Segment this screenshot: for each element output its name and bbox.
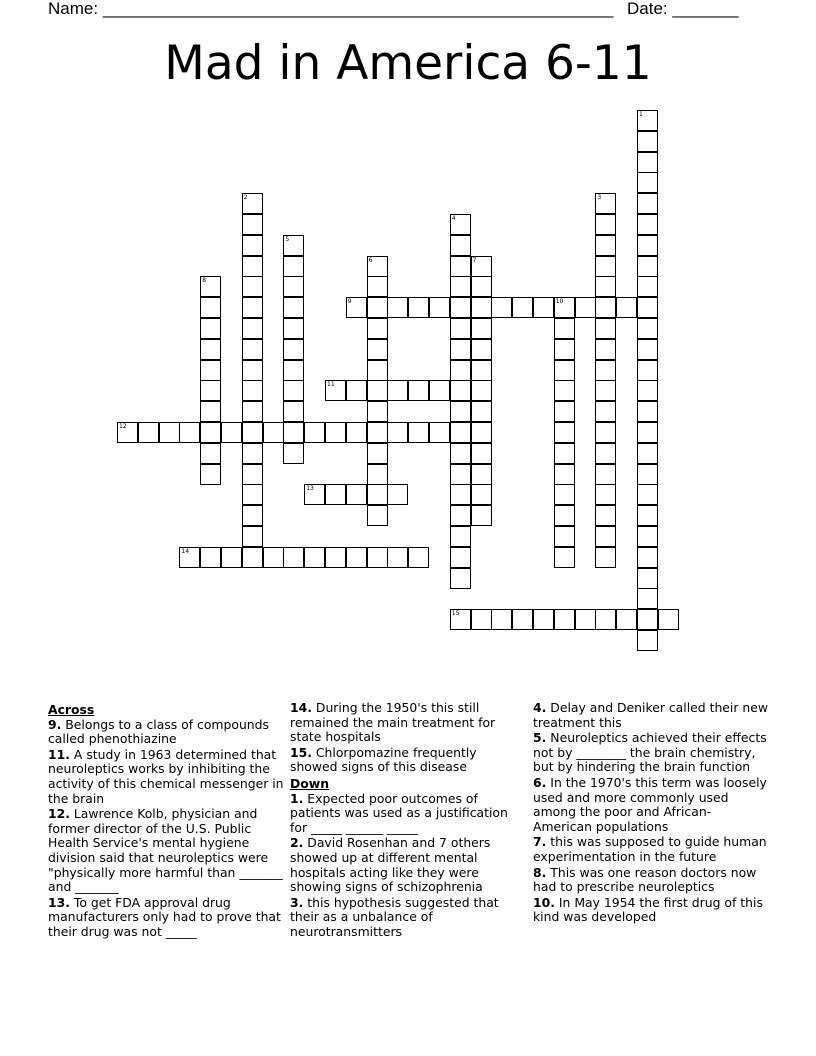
grid-cell[interactable] (346, 484, 367, 505)
grid-cell[interactable] (595, 526, 616, 547)
grid-cell[interactable] (450, 360, 471, 381)
grid-cell[interactable] (616, 297, 637, 318)
grid-cell[interactable] (471, 422, 492, 443)
cell-number: 5 (285, 235, 290, 243)
grid-cell[interactable] (408, 380, 429, 401)
grid-cell[interactable] (450, 276, 471, 297)
grid-cell[interactable] (512, 297, 533, 318)
clue-text: David Rosenhan and 7 others showed up at different mental hospitals acting like they were showing signs of schizophrenia (290, 835, 491, 895)
grid-cell[interactable] (242, 235, 263, 256)
grid-cell[interactable] (637, 131, 658, 152)
grid-cell[interactable] (595, 214, 616, 235)
clue-text: Lawrence Kolb, physician and former director of the U.S. Public Health Service's mental hygiene division said that neuroleptics were "physically more harmful than _______ and _______ (48, 806, 283, 895)
grid-cell[interactable] (554, 609, 575, 630)
grid-cell[interactable] (283, 360, 304, 381)
clue-number: 8. (533, 864, 547, 880)
cell-number: 7 (472, 256, 477, 264)
grid-cell[interactable] (367, 505, 388, 526)
cell-number: 9 (347, 298, 352, 306)
grid-cell[interactable] (283, 256, 304, 277)
grid-cell[interactable] (554, 401, 575, 422)
clue-number: 14. (290, 700, 312, 715)
grid-cell[interactable] (200, 318, 221, 339)
grid-cell[interactable] (429, 380, 450, 401)
grid-cell[interactable] (595, 318, 616, 339)
grid-cell[interactable] (471, 360, 492, 381)
grid-cell[interactable] (200, 443, 221, 464)
grid-cell[interactable] (637, 422, 658, 443)
clue-number: 12. (48, 806, 70, 822)
clue-number: 11. (48, 746, 70, 762)
clue-number: 13. (48, 894, 70, 910)
grid-cell[interactable] (200, 339, 221, 360)
grid-cell[interactable] (471, 380, 492, 401)
grid-cell[interactable] (304, 547, 325, 568)
grid-cell[interactable] (242, 505, 263, 526)
grid-cell[interactable] (450, 526, 471, 547)
grid-cell[interactable] (658, 609, 679, 630)
grid-cell[interactable] (242, 339, 263, 360)
grid-cell[interactable] (387, 380, 408, 401)
grid-cell[interactable] (450, 547, 471, 568)
grid-cell[interactable] (637, 484, 658, 505)
grid-cell[interactable] (637, 464, 658, 485)
clue-text: this was supposed to guide human experimentation in the future (533, 834, 767, 864)
clue-text: In the 1970's this term was loosely used and more commonly used among the poor and African-American populations (533, 774, 767, 834)
clue-across-9 (48, 718, 284, 747)
grid-cell[interactable] (554, 526, 575, 547)
grid-cell[interactable] (595, 235, 616, 256)
cell-number: 13 (306, 485, 314, 493)
grid-cell[interactable] (450, 568, 471, 589)
grid-cell[interactable] (200, 464, 221, 485)
grid-cell[interactable] (242, 464, 263, 485)
grid-cell[interactable] (637, 193, 658, 214)
grid-cell[interactable] (242, 360, 263, 381)
grid-cell[interactable] (283, 339, 304, 360)
grid-cell[interactable] (325, 422, 346, 443)
grid-cell[interactable] (450, 297, 471, 318)
grid-cell[interactable] (471, 505, 492, 526)
grid-cell[interactable] (283, 422, 304, 443)
clue-column-3 (533, 701, 769, 926)
grid-cell[interactable] (367, 380, 388, 401)
grid-cell[interactable] (450, 235, 471, 256)
cell-number: 12 (119, 423, 127, 430)
grid-cell[interactable] (283, 235, 304, 256)
grid-cell[interactable] (554, 380, 575, 401)
grid-cell[interactable] (637, 318, 658, 339)
grid-cell[interactable] (450, 422, 471, 443)
grid-cell[interactable] (325, 547, 346, 568)
clue-across-12 (48, 807, 284, 895)
grid-cell[interactable] (637, 152, 658, 173)
clue-text: Belongs to a class of compounds called phenothiazine (48, 716, 269, 747)
grid-cell[interactable] (367, 256, 388, 277)
grid-cell[interactable] (450, 464, 471, 485)
clue-down-6 (533, 776, 769, 834)
clue-number: 10. (533, 894, 555, 910)
grid-cell[interactable] (471, 609, 492, 630)
grid-cell[interactable] (595, 276, 616, 297)
cell-number: 3 (597, 194, 602, 202)
grid-cell[interactable] (637, 547, 658, 568)
clue-number: 3. (290, 894, 304, 910)
clue-down-3 (290, 896, 526, 940)
grid-cell[interactable] (637, 630, 658, 651)
grid-cell[interactable] (637, 443, 658, 464)
clue-number: 6. (533, 774, 547, 790)
grid-cell[interactable] (450, 505, 471, 526)
grid-cell[interactable] (283, 443, 304, 464)
clue-number: 4. (533, 700, 547, 715)
grid-cell[interactable] (200, 276, 221, 297)
grid-cell[interactable] (200, 297, 221, 318)
grid-cell[interactable] (554, 422, 575, 443)
grid-cell[interactable] (595, 505, 616, 526)
grid-cell[interactable] (595, 297, 616, 318)
grid-cell[interactable] (367, 318, 388, 339)
grid-cell[interactable] (637, 568, 658, 589)
grid-cell[interactable] (637, 276, 658, 297)
grid-cell[interactable] (387, 484, 408, 505)
clue-number: 7. (533, 834, 547, 850)
grid-cell[interactable] (325, 484, 346, 505)
grid-cell[interactable] (117, 422, 138, 443)
grid-cell[interactable] (429, 422, 450, 443)
grid-cell[interactable] (554, 297, 575, 318)
grid-cell[interactable] (346, 297, 367, 318)
grid-cell[interactable] (387, 422, 408, 443)
grid-cell[interactable] (554, 443, 575, 464)
grid-cell[interactable] (595, 484, 616, 505)
clue-text: During the 1950's this still remained the main treatment for state hospitals (290, 700, 496, 745)
cell-number: 6 (368, 256, 373, 264)
grid-cell[interactable] (595, 256, 616, 277)
across-heading: Across (48, 702, 95, 717)
grid-cell[interactable] (491, 297, 512, 318)
grid-cell[interactable] (554, 547, 575, 568)
grid-cell[interactable] (138, 422, 159, 443)
grid-cell[interactable] (367, 401, 388, 422)
clue-across-13 (48, 896, 284, 940)
clue-number: 2. (290, 835, 304, 851)
grid-cell[interactable] (637, 110, 658, 131)
grid-cell[interactable] (283, 318, 304, 339)
grid-cell[interactable] (242, 276, 263, 297)
grid-cell[interactable] (471, 443, 492, 464)
grid-cell[interactable] (367, 297, 388, 318)
grid-cell[interactable] (450, 484, 471, 505)
clue-column-1 (48, 701, 284, 941)
grid-cell[interactable] (575, 297, 596, 318)
grid-cell[interactable] (325, 380, 346, 401)
grid-cell[interactable] (471, 256, 492, 277)
clue-number: 9. (48, 716, 62, 732)
grid-cell[interactable] (242, 401, 263, 422)
grid-cell[interactable] (283, 547, 304, 568)
grid-cell[interactable] (637, 339, 658, 360)
grid-cell[interactable] (637, 380, 658, 401)
clue-down-5 (533, 731, 769, 775)
clue-down-7 (533, 835, 769, 864)
grid-cell[interactable] (595, 380, 616, 401)
grid-cell[interactable] (408, 297, 429, 318)
grid-cell[interactable] (200, 380, 221, 401)
grid-cell[interactable] (554, 464, 575, 485)
grid-cell[interactable] (616, 609, 637, 630)
clue-column-2 (290, 701, 526, 941)
grid-cell[interactable] (450, 256, 471, 277)
grid-cell[interactable] (637, 256, 658, 277)
grid-cell[interactable] (471, 297, 492, 318)
grid-cell[interactable] (408, 547, 429, 568)
grid-cell[interactable] (242, 380, 263, 401)
grid-cell[interactable] (200, 547, 221, 568)
grid-cell[interactable] (242, 256, 263, 277)
clue-down-4 (533, 701, 769, 730)
grid-cell[interactable] (242, 193, 263, 214)
grid-cell[interactable] (637, 235, 658, 256)
grid-cell[interactable] (554, 339, 575, 360)
grid-cell[interactable] (408, 422, 429, 443)
clue-text: Delay and Deniker called their new treatment this (533, 700, 769, 730)
clue-text: In May 1954 the first drug of this kind was developed (533, 894, 763, 925)
cell-number: 1 (639, 111, 643, 118)
grid-cell[interactable] (304, 484, 325, 505)
grid-cell[interactable] (263, 547, 284, 568)
grid-cell[interactable] (450, 401, 471, 422)
clue-text: A study in 1963 determined that neuroleptics works by inhibiting the activity of this chemical messenger in the brain (48, 746, 284, 806)
clue-across-11 (48, 748, 284, 806)
clue-number: 1. (290, 790, 304, 806)
page-title: Mad in America 6-11 (164, 36, 652, 91)
grid-cell[interactable] (242, 214, 263, 235)
grid-cell[interactable] (304, 422, 325, 443)
cell-number: 14 (181, 547, 190, 555)
grid-cell[interactable] (554, 484, 575, 505)
grid-cell[interactable] (595, 443, 616, 464)
grid-cell[interactable] (450, 318, 471, 339)
grid-cell[interactable] (242, 297, 263, 318)
grid-cell[interactable] (554, 318, 575, 339)
grid-cell[interactable] (533, 609, 554, 630)
grid-cell[interactable] (450, 214, 471, 235)
grid-cell[interactable] (471, 401, 492, 422)
grid-cell[interactable] (367, 547, 388, 568)
cell-number: 2 (243, 194, 248, 202)
grid-cell[interactable] (637, 505, 658, 526)
grid-cell[interactable] (221, 547, 242, 568)
cell-number: 15 (451, 610, 460, 618)
grid-cell[interactable] (554, 360, 575, 381)
grid-cell[interactable] (283, 276, 304, 297)
clue-text: Chlorpomazine frequently showed signs of this disease (290, 744, 477, 775)
grid-cell[interactable] (637, 526, 658, 547)
clue-text: this hypothesis suggested that their as a unbalance of neurotransmitters (290, 894, 499, 939)
grid-cell[interactable] (283, 401, 304, 422)
grid-cell[interactable] (179, 422, 200, 443)
cell-number: 10 (555, 298, 564, 306)
grid-cell[interactable] (242, 484, 263, 505)
clue-down-8 (533, 866, 769, 895)
clue-text: This was one reason doctors now had to prescribe neuroleptics (533, 864, 757, 895)
grid-cell[interactable] (471, 464, 492, 485)
grid-cell[interactable] (637, 360, 658, 381)
grid-cell[interactable] (283, 380, 304, 401)
grid-cell[interactable] (387, 297, 408, 318)
grid-cell[interactable] (512, 609, 533, 630)
grid-cell[interactable] (367, 484, 388, 505)
cell-number: 11 (327, 381, 335, 389)
grid-cell[interactable] (242, 547, 263, 568)
grid-cell[interactable] (242, 526, 263, 547)
grid-cell[interactable] (242, 318, 263, 339)
grid-cell[interactable] (346, 547, 367, 568)
clue-text: Neuroleptics achieved their effects not by ________ the brain chemistry, but by hindering the brain function (533, 730, 767, 775)
grid-cell[interactable] (637, 401, 658, 422)
grid-cell[interactable] (263, 422, 284, 443)
grid-cell[interactable] (533, 297, 554, 318)
grid-cell[interactable] (637, 588, 658, 609)
clue-across-15 (290, 746, 526, 775)
grid-cell[interactable] (242, 422, 263, 443)
clue-text: Expected poor outcomes of patients was used as a justification for _____ ______ _____ (290, 790, 508, 835)
clue-down-2 (290, 836, 526, 894)
grid-cell[interactable] (595, 464, 616, 485)
grid-cell[interactable] (637, 172, 658, 193)
grid-cell[interactable] (200, 360, 221, 381)
clue-text: To get FDA approval drug manufacturers only had to prove that their drug was not _____ (48, 894, 281, 939)
grid-cell[interactable] (450, 443, 471, 464)
grid-cell[interactable] (595, 547, 616, 568)
grid-cell[interactable] (387, 547, 408, 568)
clue-number: 5. (533, 730, 547, 746)
grid-cell[interactable] (242, 443, 263, 464)
down-heading: Down (290, 775, 330, 791)
grid-cell[interactable] (637, 609, 658, 630)
grid-cell[interactable] (367, 422, 388, 443)
grid-cell[interactable] (429, 297, 450, 318)
grid-cell[interactable] (471, 339, 492, 360)
grid-cell[interactable] (595, 193, 616, 214)
grid-cell[interactable] (200, 401, 221, 422)
grid-cell[interactable] (595, 339, 616, 360)
clue-down-10 (533, 896, 769, 925)
grid-cell[interactable] (450, 609, 471, 630)
clue-down-1 (290, 792, 526, 836)
grid-cell[interactable] (283, 297, 304, 318)
grid-cell[interactable] (200, 422, 221, 443)
grid-cell[interactable] (346, 380, 367, 401)
grid-cell[interactable] (367, 443, 388, 464)
grid-cell[interactable] (450, 339, 471, 360)
cell-number: 4 (451, 215, 456, 222)
grid-cell[interactable] (450, 380, 471, 401)
grid-cell[interactable] (595, 360, 616, 381)
date-field[interactable]: Date: _______ (627, 0, 739, 18)
grid-cell[interactable] (367, 464, 388, 485)
grid-cell[interactable] (491, 609, 512, 630)
grid-cell[interactable] (575, 609, 596, 630)
grid-cell[interactable] (554, 505, 575, 526)
grid-cell[interactable] (595, 401, 616, 422)
grid-cell[interactable] (637, 297, 658, 318)
grid-cell[interactable] (471, 318, 492, 339)
name-field[interactable]: Name: ______________________________________________________ (48, 0, 614, 18)
clue-across-14 (290, 701, 526, 745)
grid-cell[interactable] (367, 276, 388, 297)
clue-number: 15. (290, 744, 312, 760)
grid-cell[interactable] (595, 609, 616, 630)
grid-cell[interactable] (471, 276, 492, 297)
grid-cell[interactable] (179, 547, 200, 568)
grid-cell[interactable] (159, 422, 180, 443)
grid-cell[interactable] (367, 339, 388, 360)
grid-cell[interactable] (346, 422, 367, 443)
grid-cell[interactable] (367, 360, 388, 381)
grid-cell[interactable] (471, 484, 492, 505)
grid-cell[interactable] (637, 214, 658, 235)
grid-cell[interactable] (221, 422, 242, 443)
grid-cell[interactable] (595, 422, 616, 443)
cell-number: 8 (202, 277, 207, 285)
